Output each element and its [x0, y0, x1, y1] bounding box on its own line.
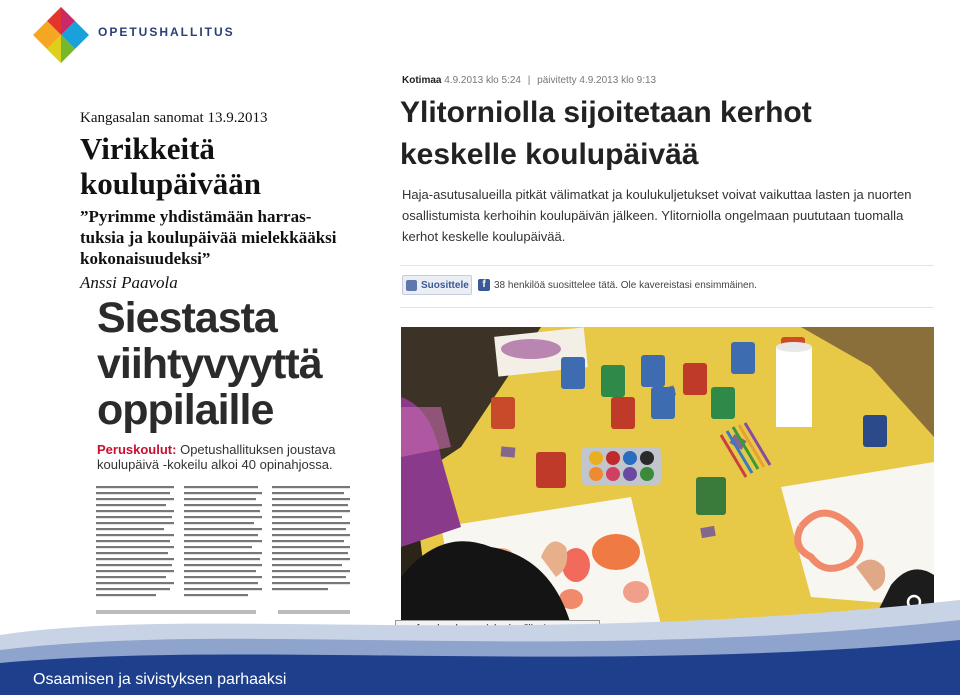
article-author: Anssi Paavola — [80, 273, 178, 292]
like-count-text: 38 henkilöä suosittelee tätä. Ole kavereistasi ensimmäinen. — [494, 280, 757, 291]
clipping-headline-line: Siestasta — [97, 294, 277, 342]
clipping-subhead — [97, 442, 352, 472]
clipping-headline-line: oppilaille — [97, 386, 274, 434]
facebook-icon: f — [478, 279, 490, 291]
thumbs-up-icon — [406, 280, 417, 291]
logo-wordmark: OPETUSHALLITUS — [98, 25, 235, 39]
lead-line: tuksia ja koulupäivää mielekkääksi — [80, 228, 337, 247]
clipping-subhead-text: Opetushallituksen joustava koulupäivä -kokeilu alkoi 40 opinahjossa. — [97, 442, 336, 472]
clipping-body-column — [96, 485, 176, 601]
footer-slogan: Osaamisen ja sivistyksen parhaaksi — [33, 671, 287, 688]
divider — [400, 307, 934, 308]
clipping-body-column — [272, 485, 352, 601]
recommend-button[interactable] — [402, 275, 472, 295]
clipping-subhead-label: Peruskoulut: — [97, 442, 177, 457]
clipping-headline — [97, 295, 322, 433]
divider — [400, 265, 934, 266]
headline-line: Virikkeitä — [80, 131, 215, 166]
clipping-body-column — [184, 485, 264, 601]
headline-line: koulupäivään — [80, 166, 261, 201]
opetushallitus-logo-icon — [33, 7, 89, 63]
newspaper-clipping — [94, 292, 356, 622]
web-article-title — [400, 92, 920, 176]
lead-line: ”Pyrimme yhdistämään harras- — [80, 207, 312, 226]
web-article-lead: Haja-asutusalueilla pitkät välimatkat ja koulukuljetukset voivat vaikuttaa lasten ja nuorten osallistumista kerhoihin koulupäivän jälkeen. Ylitorniolla ongelmaan puututaan tuomalla kerhot keskelle koulupäivää. — [402, 187, 912, 244]
source-line: Kangasalan sanomat 13.9.2013 — [80, 110, 268, 126]
updated-time: päivitetty 4.9.2013 klo 9:13 — [537, 75, 657, 86]
published-time: 4.9.2013 klo 5:24 — [444, 75, 521, 86]
web-title-line: keskelle koulupäivää — [400, 138, 699, 171]
article-meta — [402, 75, 656, 86]
lead-line: kokonaisuudeksi” — [80, 249, 211, 268]
article-headline — [80, 131, 261, 201]
web-title-line: Ylitorniolla sijoitetaan kerhot — [400, 96, 812, 129]
article-lead-quote — [80, 206, 380, 269]
article-category: Kotimaa — [402, 75, 442, 86]
clipping-headline-line: viihtyvyyttä — [97, 340, 322, 388]
recommend-label: Suosittele — [421, 279, 469, 291]
meta-divider: | — [527, 75, 531, 86]
article-photo[interactable] — [401, 327, 934, 625]
